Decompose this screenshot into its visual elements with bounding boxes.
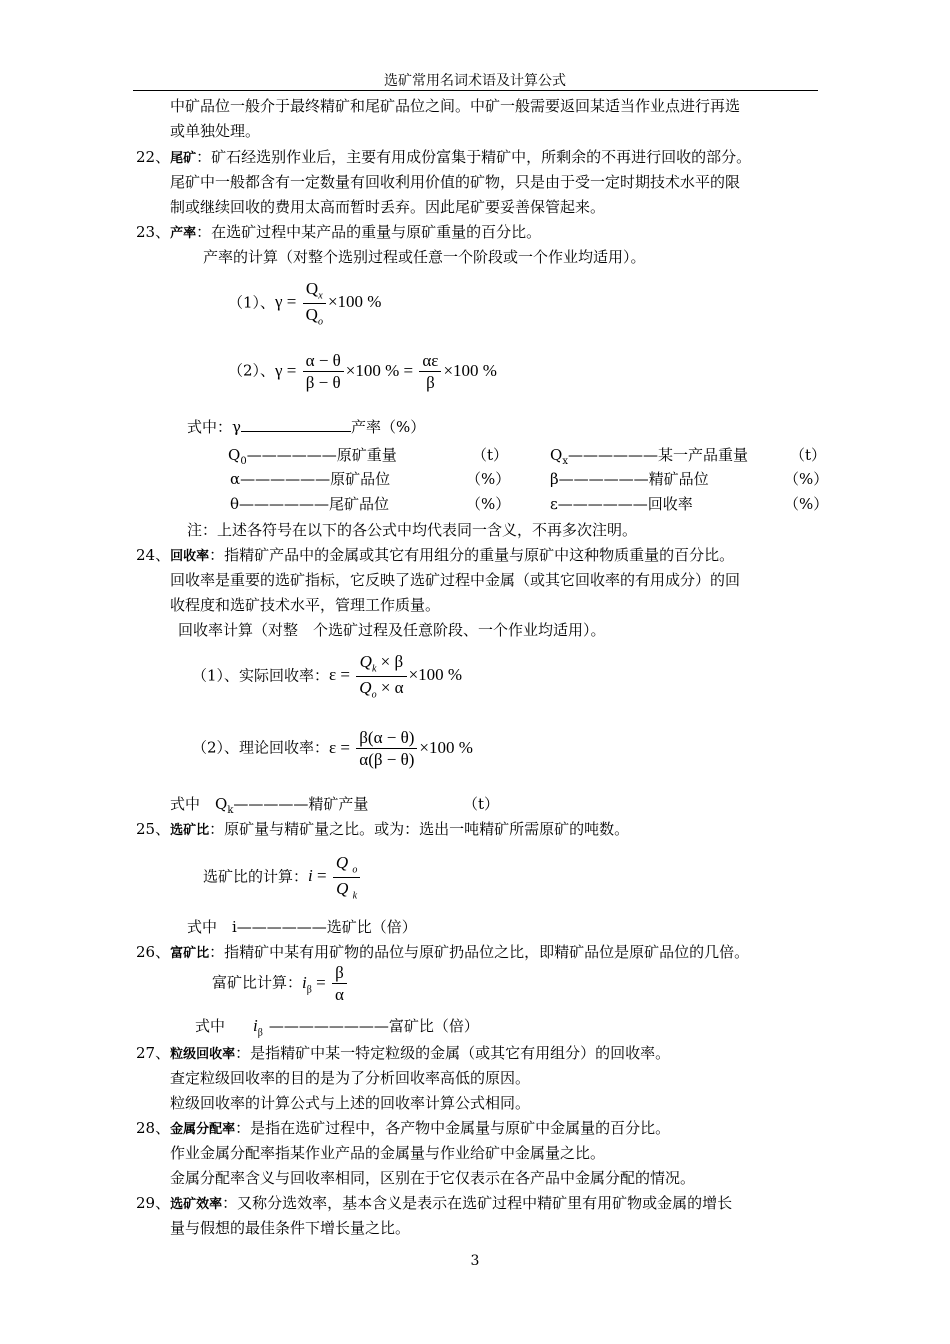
term-ratio-of-concentration: 选矿比 <box>170 823 210 838</box>
term-recovery: 回收率 <box>170 549 210 564</box>
term-tailings: 尾矿 <box>170 151 197 166</box>
page-header: 选矿常用名词术语及计算公式 <box>384 73 566 89</box>
term-metal-distribution: 金属分配率 <box>170 1122 236 1137</box>
section-24 <box>136 544 734 565</box>
formula-yield-1: （1）、γ = $\frac{Q_x}{Q_o}$ ×100 % <box>228 279 382 328</box>
section-number: 25、 <box>136 820 171 838</box>
para-line: 查定粒级回收率的目的是为了分析回收率高低的原因。 <box>170 1069 531 1087</box>
section-number: 24、 <box>136 546 171 564</box>
calc-intro: 产率的计算（对整个选别过程或任意一个阶段或一个作业均适用）。 <box>203 248 646 266</box>
definition: ：原矿量与精矿量之比。或为：选出一吨精矿所需原矿的吨数。 <box>209 820 630 838</box>
term-separation-efficiency: 选矿效率 <box>170 1197 223 1212</box>
section-25 <box>136 818 629 839</box>
para-line: 粒级回收率的计算公式与上述的回收率计算公式相同。 <box>170 1094 531 1112</box>
para-line: 制或继续回收的费用太高而暂时丢弃。因此尾矿要妥善保管起来。 <box>170 198 606 216</box>
definition: ：指精矿中某有用矿物的品位与原矿扔品位之比，即精矿品位是原矿品位的几倍。 <box>209 943 750 961</box>
legend-row: ε——————回收率 <box>550 495 693 513</box>
definition: ：又称分选效率，基本含义是表示在选矿过程中精矿里有用矿物或金属的增长 <box>222 1194 733 1212</box>
formula-recovery-actual: （1）、实际回收率：ε = $\frac{Q_k \times \beta}{Q_o \times \alpha}$ ×100 % <box>192 652 463 701</box>
section-number: 23、 <box>136 223 171 241</box>
where-enrichment: 式中 $i_\beta$ ————————富矿比（倍） <box>195 1016 479 1039</box>
section-23 <box>136 221 541 242</box>
where-yield: 式中：γ 产率（%） <box>187 418 426 436</box>
where-recovery: 式中 $Q_k—————$精矿产量 <box>170 795 369 816</box>
para-line: 尾矿中一般都含有一定数量有回收利用价值的矿物，只是由于受一定时期技术水平的限 <box>170 173 741 191</box>
para-line: 或单独处理。 <box>170 122 261 140</box>
legend-row: α——————原矿品位 <box>230 470 391 488</box>
page-number: 3 <box>470 1253 480 1269</box>
definition: ：在选矿过程中某产品的重量与原矿重量的百分比。 <box>196 223 542 241</box>
header-rule <box>133 90 818 91</box>
definition: ：是指精矿中某一特定粒级的金属（或其它有用组分）的回收率。 <box>235 1044 671 1062</box>
formula-yield-2: （2）、γ = $\frac{\alpha - \theta}{\beta - \theta}$ ×100 % = $\frac{\alpha\varepsilon}{\beta}$ ×100 % <box>228 351 497 393</box>
formula-recovery-theory: （2）、理论回收率：ε = $\frac{\beta(\alpha - \theta)}{\alpha(\beta - \theta)}$ ×100 % <box>192 728 473 770</box>
para-line: 量与假想的最佳条件下增长量之比。 <box>170 1219 411 1237</box>
definition: ：是指在选矿过程中，各产物中金属量与原矿中金属量的百分比。 <box>235 1119 671 1137</box>
formula-concentration-ratio: 选矿比的计算：i = $\frac{Q _o}{Q _k}$ <box>203 852 362 903</box>
section-27 <box>136 1042 670 1063</box>
section-number: 27、 <box>136 1044 171 1062</box>
legend-row: $Q_x——————$某一产品重量 <box>550 446 748 467</box>
term-enrichment-ratio: 富矿比 <box>170 946 210 961</box>
section-28 <box>136 1117 670 1138</box>
section-number: 22、 <box>136 148 171 166</box>
note: 注：上述各符号在以下的各公式中均代表同一含义，不再多次注明。 <box>187 521 638 539</box>
section-number: 26、 <box>136 943 171 961</box>
section-22 <box>136 146 751 167</box>
where-ratio: 式中 i——————选矿比（倍） <box>187 918 417 936</box>
section-number: 28、 <box>136 1119 171 1137</box>
legend-row: θ——————尾矿品位 <box>230 495 390 513</box>
section-26 <box>136 941 749 962</box>
para-line: 金属分配率含义与回收率相同，区别在于它仅表示在各产品中金属分配的情况。 <box>170 1169 696 1187</box>
para-line: 回收率是重要的选矿指标，它反映了选矿过程中金属（或其它回收率的有用成分）的回 <box>170 571 741 589</box>
section-29 <box>136 1192 732 1213</box>
calc-intro: 回收率计算（对整 个选矿过程及任意阶段、一个作业均适用）。 <box>178 621 606 639</box>
definition: ：矿石经选别作业后，主要有用成份富集于精矿中，所剩余的不再进行回收的部分。 <box>196 148 752 166</box>
section-number: 29、 <box>136 1194 171 1212</box>
para-line: 作业金属分配率指某作业产品的金属量与作业给矿中金属量之比。 <box>170 1144 606 1162</box>
para-line: 中矿品位一般介于最终精矿和尾矿品位之间。中矿一般需要返回某适当作业点进行再选 <box>170 97 741 115</box>
term-size-fraction-recovery: 粒级回收率 <box>170 1047 236 1062</box>
term-yield: 产率 <box>170 226 197 241</box>
para-line: 收程度和选矿技术水平，管理工作质量。 <box>170 596 441 614</box>
definition: ：指精矿产品中的金属或其它有用组分的重量与原矿中这种物质重量的百分比。 <box>209 546 735 564</box>
legend-row: $Q_0——————$原矿重量 <box>228 446 397 467</box>
formula-enrichment-ratio: 富矿比计算：$i_\beta$ = $\frac{\beta}{\alpha}$ <box>212 962 349 1006</box>
legend-row: β——————精矿品位 <box>550 470 709 488</box>
